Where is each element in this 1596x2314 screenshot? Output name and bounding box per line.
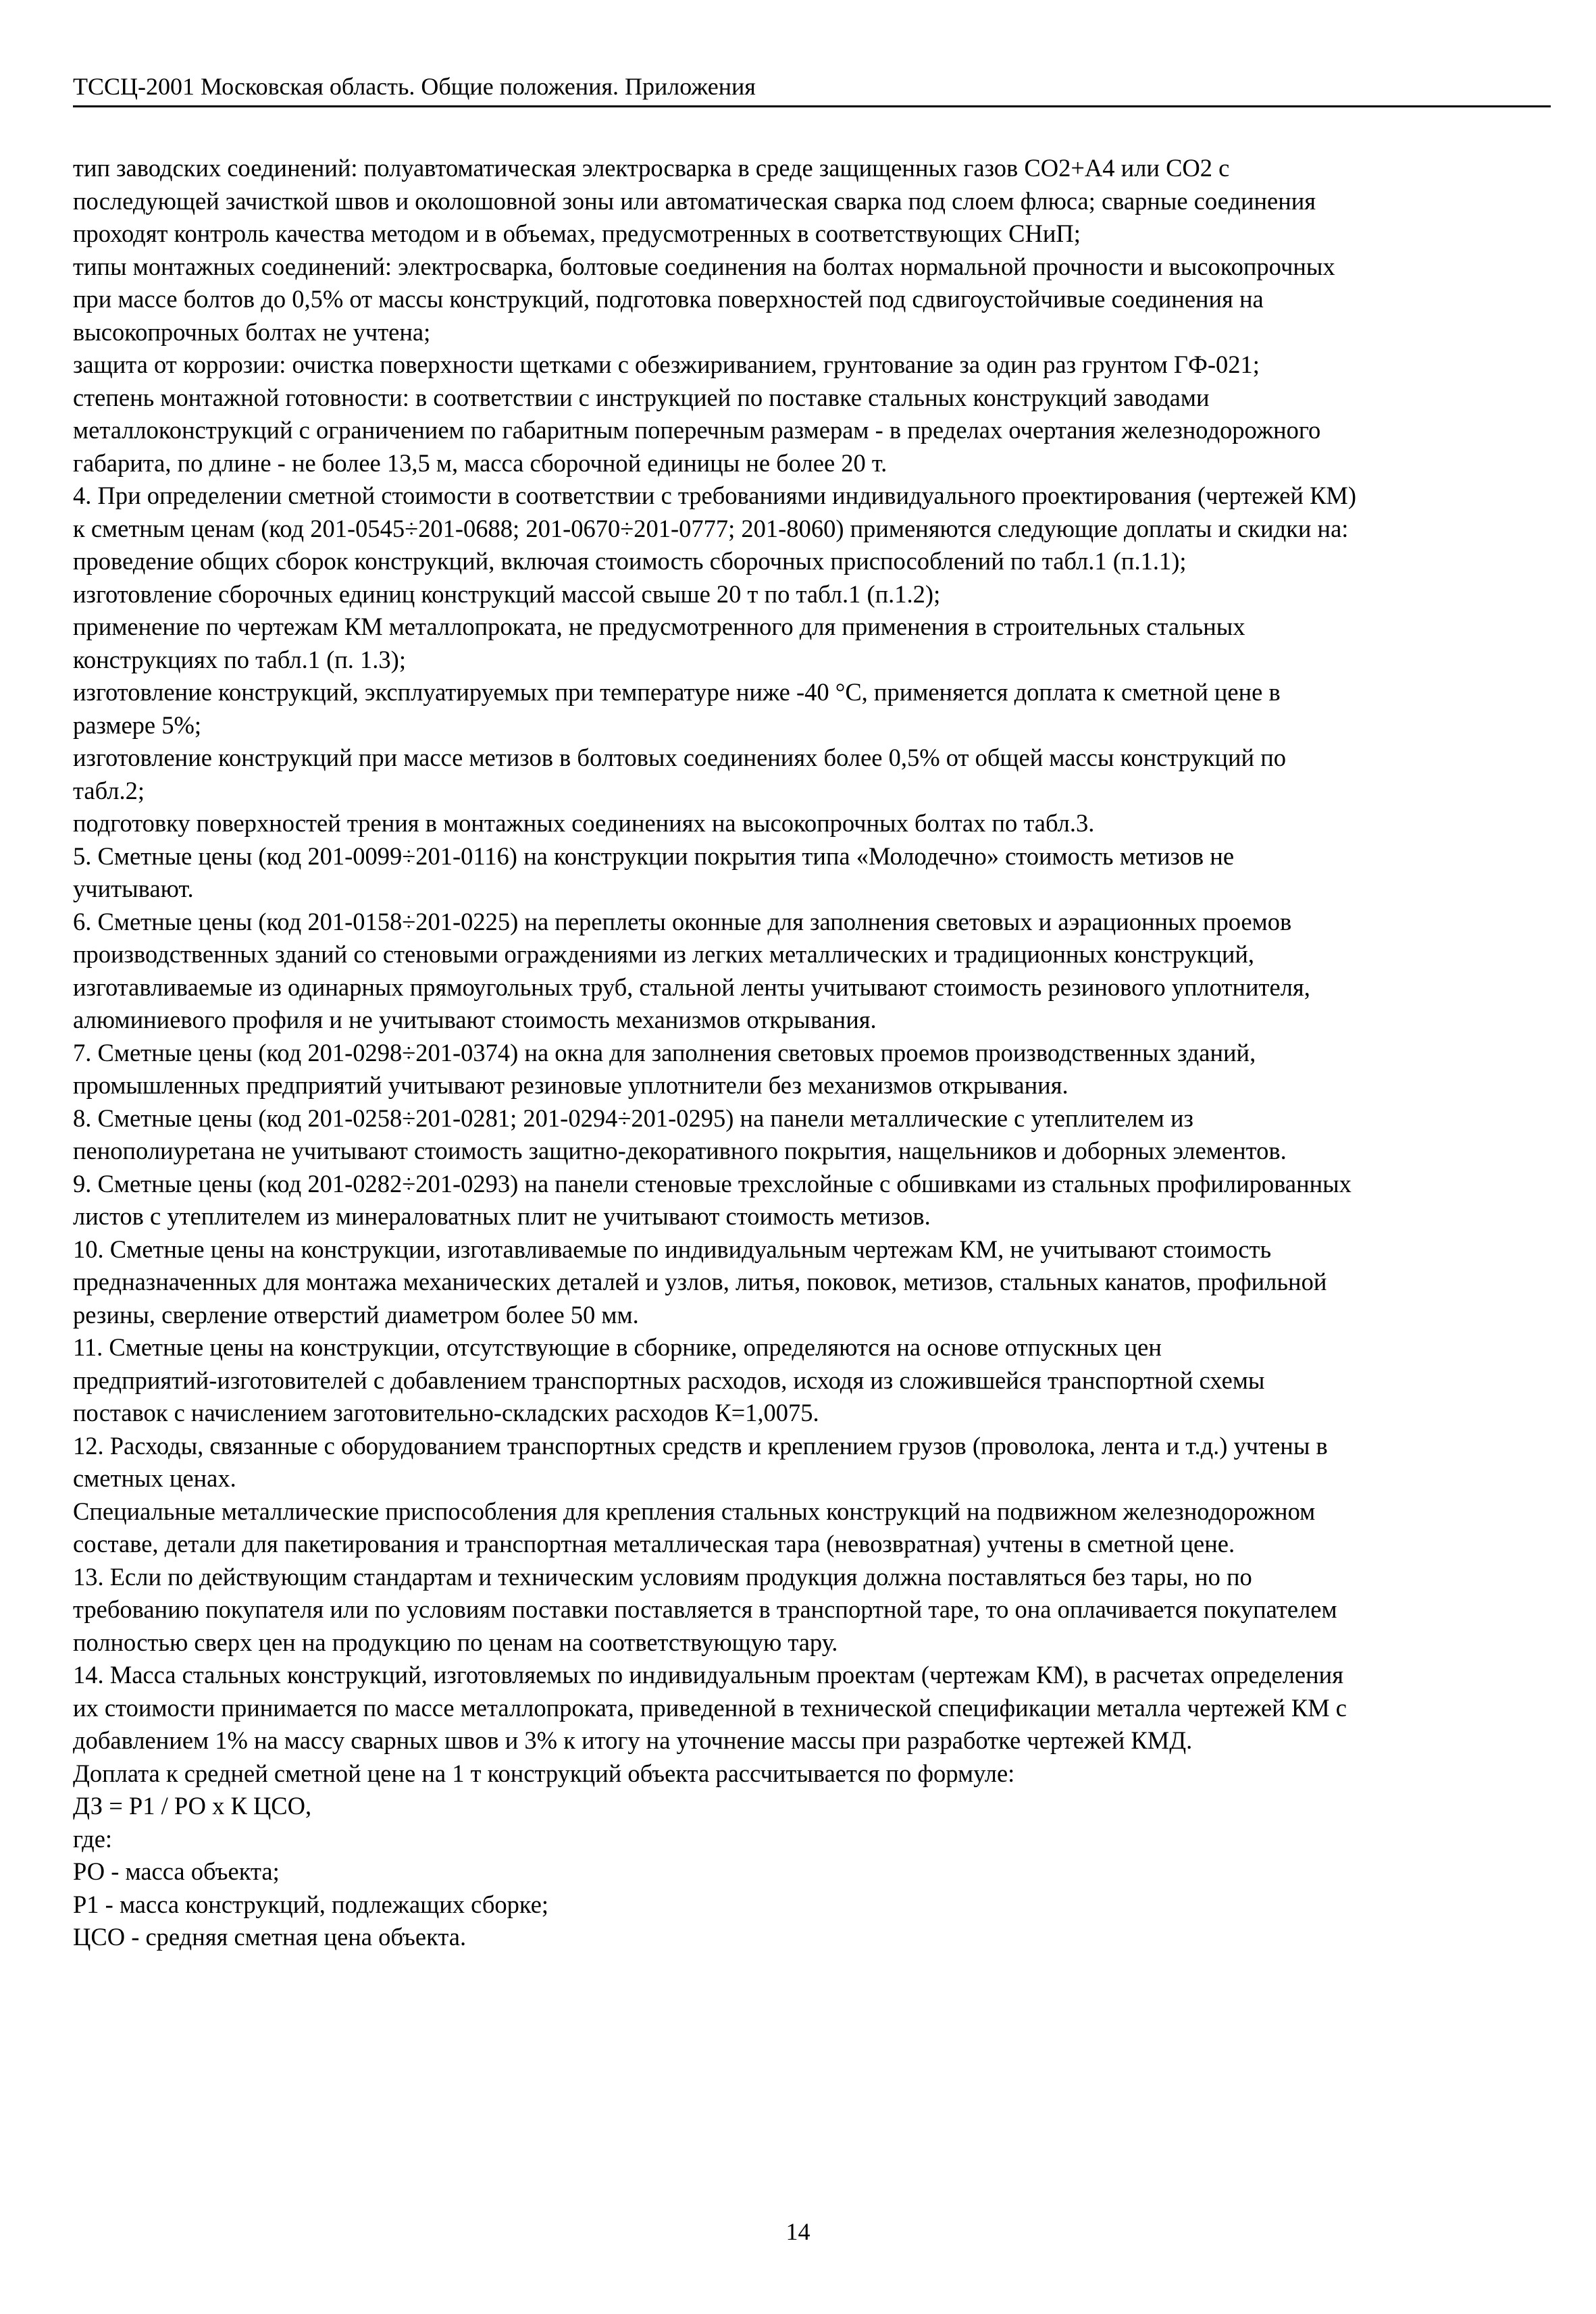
text-line: Специальные металлические приспособления для крепления стальных конструкций на подвижном железнодорожном bbox=[73, 1497, 1316, 1525]
text-line: изготовление сборочных единиц конструкций массой свыше 20 т по табл.1 (п.1.2); bbox=[73, 580, 941, 608]
text-line: 10. Сметные цены на конструкции, изготавливаемые по индивидуальным чертежам КМ, не учитывают стоимость bbox=[73, 1235, 1272, 1263]
text-line: проведение общих сборок конструкций, включая стоимость сборочных приспособлений по табл.1 (п.1.1); bbox=[73, 547, 1187, 575]
text-line: предназначенных для монтажа механических деталей и узлов, литья, поковок, метизов, стальных канатов, профильной bbox=[73, 1268, 1327, 1295]
text-line: при массе болтов до 0,5% от массы конструкций, подготовка поверхностей под сдвигоустойчивые соединения на bbox=[73, 285, 1264, 313]
text-line: металлоконструкций с ограничением по габаритным поперечным размерам - в пределах очертания железнодорожного bbox=[73, 416, 1321, 444]
text-line: ЦСО - средняя сметная цена объекта. bbox=[73, 1923, 467, 1951]
text-line: типы монтажных соединений: электросварка, болтовые соединения на болтах нормальной прочности и высокопрочных bbox=[73, 252, 1335, 280]
text-line: Доплата к средней сметной цене на 1 т конструкций объекта рассчитывается по формуле: bbox=[73, 1759, 1015, 1787]
text-line: 11. Сметные цены на конструкции, отсутствующие в сборнике, определяются на основе отпускных цен bbox=[73, 1333, 1162, 1361]
text-line: РО - масса объекта; bbox=[73, 1857, 280, 1885]
text-line: изготавливаемые из одинарных прямоугольных труб, стальной ленты учитывают стоимость резинового уплотнителя, bbox=[73, 973, 1310, 1001]
text-line: промышленных предприятий учитывают резиновые уплотнители без механизмов открывания. bbox=[73, 1071, 1069, 1099]
text-line: алюминиевого профиля и не учитывают стоимость механизмов открывания. bbox=[73, 1006, 877, 1033]
text-line: габарита, по длине - не более 13,5 м, масса сборочной единицы не более 20 т. bbox=[73, 448, 887, 477]
text-line: листов с утеплителем из минераловатных плит не учитывают стоимость метизов. bbox=[73, 1202, 931, 1230]
header-title: ТССЦ-2001 Московская область. Общие положения. Приложения bbox=[73, 73, 756, 100]
text-line: 7. Сметные цены (код 201-0298÷201-0374) на окна для заполнения световых проемов производственных зданий, bbox=[73, 1038, 1256, 1066]
document-body bbox=[73, 152, 1556, 1954]
text-line: 4. При определении сметной стоимости в соответствии с требованиями индивидуального проектирования (чертежей КМ) bbox=[73, 482, 1357, 509]
text-line: производственных зданий со стеновыми ограждениями из легких металлических и традиционных конструкций, bbox=[73, 940, 1255, 968]
text-line: учитывают. bbox=[73, 875, 194, 902]
text-line: полностью сверх цен на продукцию по ценам на соответствующую тару. bbox=[73, 1628, 838, 1656]
text-line: размере 5%; bbox=[73, 711, 202, 739]
text-line: требованию покупателя или по условиям поставки поставляется в транспортной таре, то она оплачивается покупателем bbox=[73, 1595, 1337, 1623]
running-header bbox=[73, 68, 1551, 107]
text-line: Р1 - масса конструкций, подлежащих сборке; bbox=[73, 1890, 549, 1918]
text-line: к сметным ценам (код 201-0545÷201-0688; 201-0670÷201-0777; 201-8060) применяются следующие доплаты и скидки на: bbox=[73, 514, 1349, 542]
text-line: предприятий-изготовителей с добавлением транспортных расходов, исходя из сложившейся транспортной схемы bbox=[73, 1366, 1265, 1394]
text-line: добавлением 1% на массу сварных швов и 3% к итогу на уточнение массы при разработке чертежей КМД. bbox=[73, 1726, 1193, 1754]
text-line: проходят контроль качества методом и в объемах, предусмотренных в соответствующих СНиП; bbox=[73, 220, 1081, 247]
text-line: где: bbox=[73, 1824, 113, 1853]
text-line: 12. Расходы, связанные с оборудованием транспортных средств и креплением грузов (проволока, лента и т.д.) учтены в bbox=[73, 1431, 1328, 1460]
text-line: последующей зачисткой швов и околошовной зоны или автоматическая сварка под слоем флюса; сварные соединения bbox=[73, 186, 1316, 215]
text-line: пенополиуретана не учитывают стоимость защитно-декоративного покрытия, нащельников и доборных элементов. bbox=[73, 1137, 1287, 1164]
text-line: ДЗ = Р1 / РО х К ЦСО, bbox=[73, 1792, 312, 1820]
text-line: защита от коррозии: очистка поверхности щетками с обезжириванием, грунтование за один раз грунтом ГФ-021; bbox=[73, 351, 1260, 378]
text-line: 14. Масса стальных конструкций, изготовляемых по индивидуальным проектам (чертежам КМ), в расчетах определения bbox=[73, 1661, 1343, 1689]
text-line: сметных ценах. bbox=[73, 1464, 236, 1492]
text-line: применение по чертежам КМ металлопроката, не предусмотренного для применения в строительных стальных bbox=[73, 613, 1245, 640]
text-line: степень монтажной готовности: в соответствии с инструкцией по поставке стальных конструкций заводами bbox=[73, 383, 1210, 411]
text-line: изготовление конструкций при массе метизов в болтовых соединениях более 0,5% от общей массы конструкций по bbox=[73, 744, 1286, 771]
text-line: тип заводских соединений: полуавтоматическая электросварка в среде защищенных газов СО2+А4 или СО2 с bbox=[73, 154, 1230, 182]
text-line: резины, сверление отверстий диаметром более 50 мм. bbox=[73, 1300, 639, 1329]
text-line: 13. Если по действующим стандартам и техническим условиям продукция должна поставляться без тары, но по bbox=[73, 1562, 1252, 1591]
text-line: высокопрочных болтах не учтена; bbox=[73, 317, 431, 346]
text-line: 8. Сметные цены (код 201-0258÷201-0281; 201-0294÷201-0295) на панели металлические с утеплителем из bbox=[73, 1104, 1193, 1132]
text-line: изготовление конструкций, эксплуатируемых при температуре ниже -40 °С, применяется доплата к сметной цене в bbox=[73, 678, 1281, 706]
text-line: 5. Сметные цены (код 201-0099÷201-0116) на конструкции покрытия типа «Молодечно» стоимость метизов не bbox=[73, 842, 1235, 870]
text-line: их стоимости принимается по массе металлопроката, приведенной в технической спецификации металла чертежей КМ с bbox=[73, 1693, 1347, 1722]
text-line: конструкциях по табл.1 (п. 1.3); bbox=[73, 645, 406, 673]
text-line: 9. Сметные цены (код 201-0282÷201-0293) на панели стеновые трехслойные с обшивками из стальных профилированных bbox=[73, 1169, 1352, 1198]
text-line: поставок с начислением заготовительно-складских расходов К=1,0075. bbox=[73, 1399, 819, 1426]
page-number: 14 bbox=[786, 2218, 810, 2245]
text-line: подготовку поверхностей трения в монтажных соединениях на высокопрочных болтах по табл.3. bbox=[73, 809, 1095, 837]
text-line: составе, детали для пакетирования и транспортная металлическая тара (невозвратная) учтены в сметной цене. bbox=[73, 1530, 1235, 1558]
text-line: табл.2; bbox=[73, 776, 145, 804]
text-line: 6. Сметные цены (код 201-0158÷201-0225) на переплеты оконные для заполнения световых и аэрационных проемов bbox=[73, 907, 1292, 935]
